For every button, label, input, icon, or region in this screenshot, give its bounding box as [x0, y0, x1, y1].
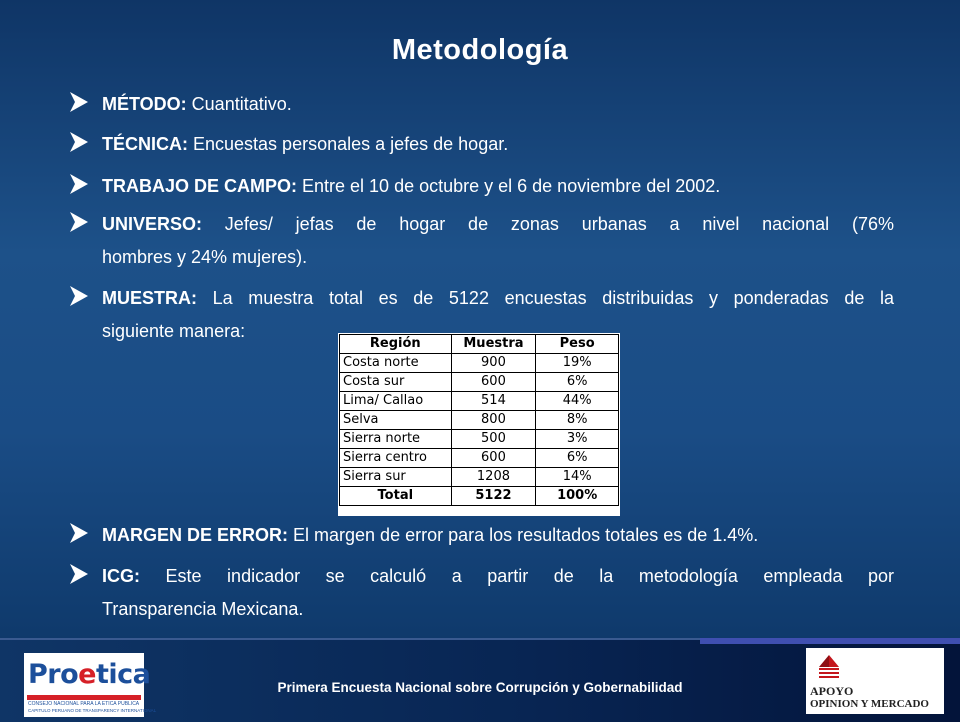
cell-peso: 6% [536, 449, 619, 468]
apoyo-line2: OPINION Y MERCADO [810, 698, 929, 710]
cell-region: Costa norte [340, 354, 452, 373]
cell-region: Lima/ Callao [340, 392, 452, 411]
cell-region: Sierra norte [340, 430, 452, 449]
footer-accent-stripe [700, 638, 960, 644]
arrow-bullet-icon [68, 210, 90, 234]
table-row [340, 411, 619, 430]
table-row [340, 354, 619, 373]
bullet-trabajo-de-campo [68, 170, 894, 203]
bullet-label: MARGEN DE ERROR: [102, 525, 289, 545]
bullet-label: TRABAJO DE CAMPO: [102, 176, 298, 196]
bullet-icg [68, 560, 894, 626]
cell-total-muestra: 5122 [451, 487, 536, 506]
bullet-text-line1: Este indicador se calculó a partir de la metodología empleada por [140, 566, 894, 586]
arrow-bullet-icon [68, 90, 90, 114]
cell-region: Selva [340, 411, 452, 430]
cell-peso: 6% [536, 373, 619, 392]
footer-title: Primera Encuesta Nacional sobre Corrupción y Gobernabilidad [277, 680, 683, 695]
proetica-subline: CAPITULO PERUANO DE TRANSPARENCY INTERNATIONAL [28, 708, 157, 713]
bullet-label: MUESTRA: [102, 288, 197, 308]
cell-peso: 14% [536, 468, 619, 487]
cell-peso: 3% [536, 430, 619, 449]
table-total-row [340, 487, 619, 506]
table-row [340, 468, 619, 487]
table-header-row [340, 335, 619, 354]
arrow-bullet-icon [68, 284, 90, 308]
bullet-universo [68, 208, 894, 274]
column-header-muestra: Muestra [451, 335, 536, 354]
bullet-label: TÉCNICA: [102, 134, 188, 154]
bullet-metodo [68, 88, 894, 121]
arrow-bullet-icon [68, 562, 90, 586]
proetica-tagline: CONSEJO NACIONAL PARA LA ETICA PUBLICA [28, 701, 140, 707]
column-header-peso: Peso [536, 335, 619, 354]
bullet-text-line2: hombres y 24% mujeres). [102, 247, 308, 267]
arrow-bullet-icon [68, 172, 90, 196]
cell-peso: 44% [536, 392, 619, 411]
bullet-text-line2: Transparencia Mexicana. [102, 599, 304, 619]
table-row [340, 373, 619, 392]
bullet-tecnica [68, 128, 894, 161]
table-row [340, 430, 619, 449]
arrow-bullet-icon [68, 521, 90, 545]
cell-total-peso: 100% [536, 487, 619, 506]
apoyo-mark-icon [818, 654, 840, 680]
table-row [340, 449, 619, 468]
cell-muestra: 800 [451, 411, 536, 430]
bullet-margen-de-error [68, 519, 894, 552]
bullet-text: Cuantitativo. [186, 94, 292, 114]
cell-muestra: 514 [451, 392, 536, 411]
table-row [340, 392, 619, 411]
proetica-wordmark: Proetica [28, 659, 151, 690]
apoyo-logo [806, 648, 944, 714]
cell-region: Sierra centro [340, 449, 452, 468]
cell-peso: 19% [536, 354, 619, 373]
bullet-text-line1: Jefes/ jefas de hogar de zonas urbanas a nivel nacional (76% [202, 214, 894, 234]
cell-total-label: Total [340, 487, 452, 506]
bullet-label: UNIVERSO: [102, 214, 203, 234]
cell-muestra: 900 [451, 354, 536, 373]
column-header-region: Región [340, 335, 452, 354]
bullet-text-line2: siguiente manera: [102, 321, 246, 341]
cell-muestra: 1208 [451, 468, 536, 487]
arrow-bullet-icon [68, 130, 90, 154]
cell-muestra: 500 [451, 430, 536, 449]
bullet-label: ICG: [102, 566, 140, 586]
bullet-text: Encuestas personales a jefes de hogar. [188, 134, 509, 154]
proetica-red-band [27, 695, 141, 700]
apoyo-line1: APOYO [810, 684, 854, 698]
bullet-text: El margen de error para los resultados totales es de 1.4%. [288, 525, 759, 545]
cell-peso: 8% [536, 411, 619, 430]
bullet-text-line1: La muestra total es de 5122 encuestas distribuidas y ponderadas de la [197, 288, 894, 308]
slide-title: Metodología [391, 34, 569, 66]
cell-region: Sierra sur [340, 468, 452, 487]
cell-muestra: 600 [451, 373, 536, 392]
bullet-text: Entre el 10 de octubre y el 6 de noviembre del 2002. [297, 176, 721, 196]
cell-region: Costa sur [340, 373, 452, 392]
cell-muestra: 600 [451, 449, 536, 468]
bullet-label: MÉTODO: [102, 94, 187, 114]
sample-table [338, 333, 620, 516]
